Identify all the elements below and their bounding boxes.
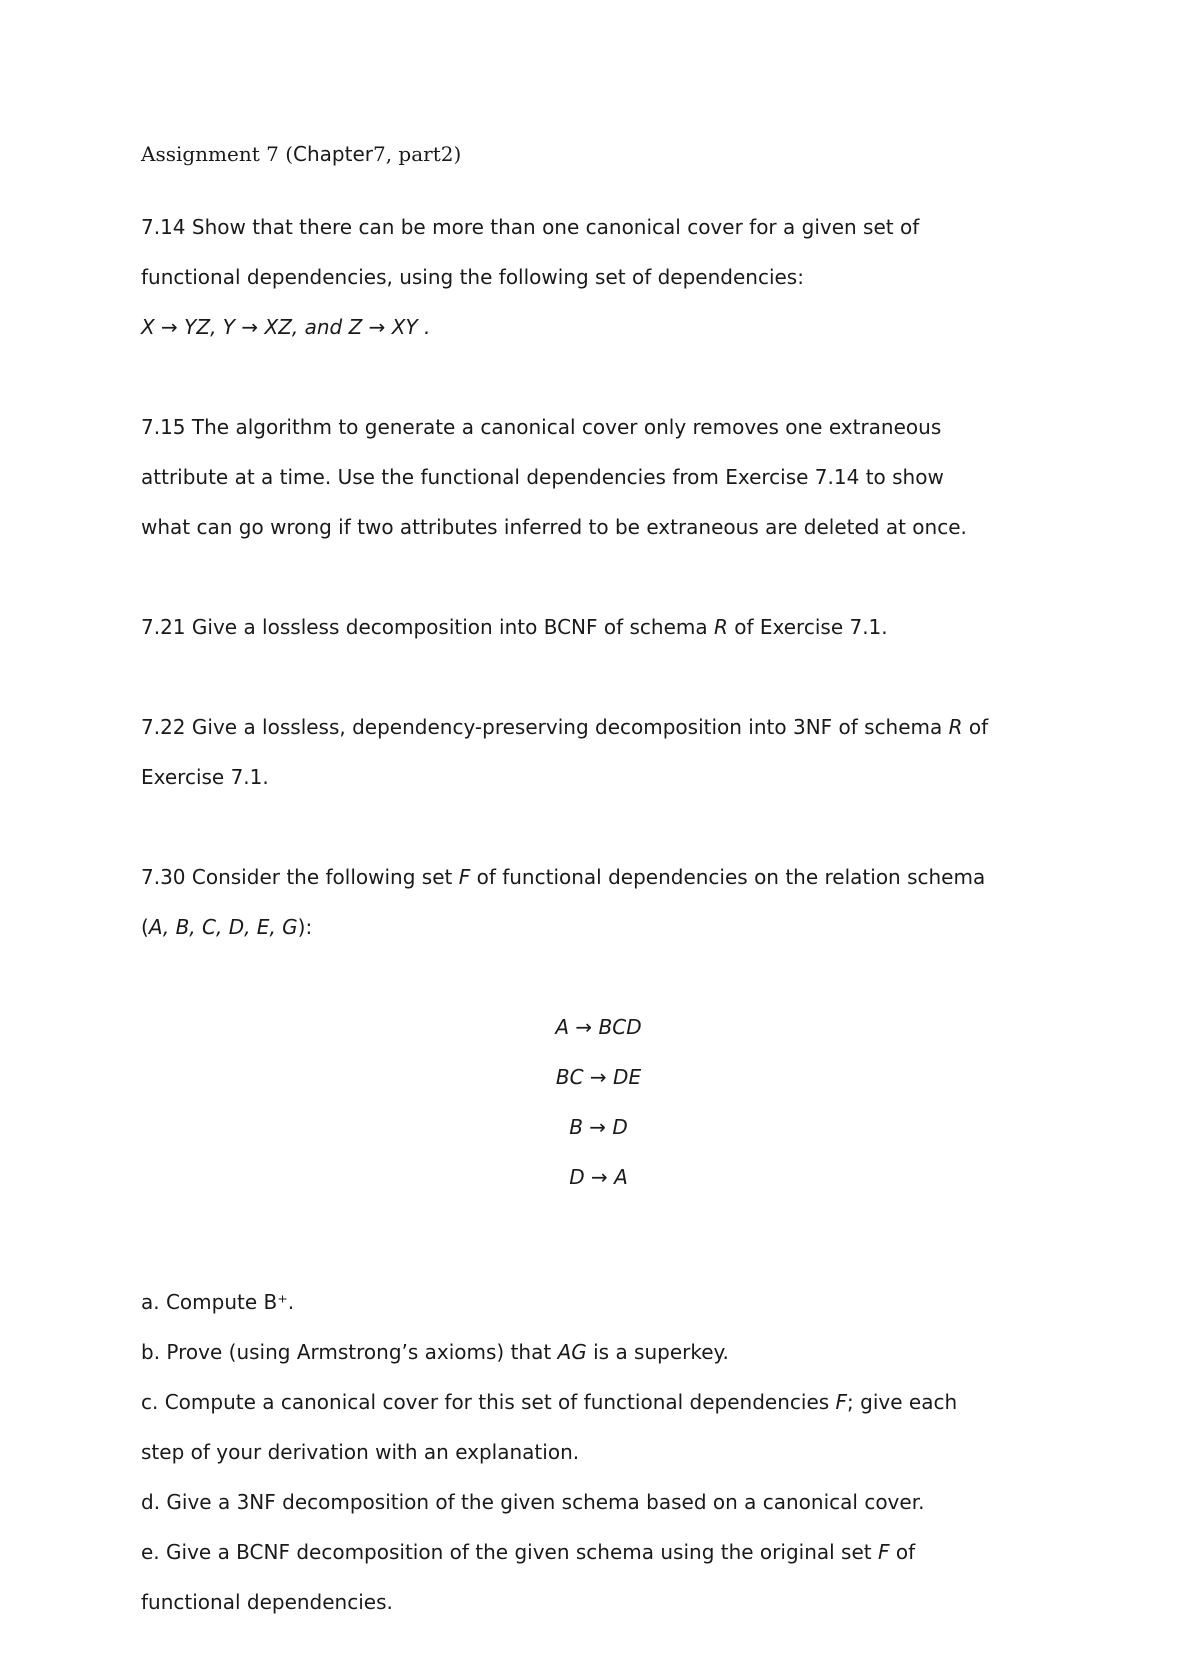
question-7-14-dependencies: X → YZ, Y → XZ, and Z → XY . [141, 315, 431, 339]
subpart-e-continued: functional dependencies. [141, 1590, 393, 1614]
question-7-15-line-2: attribute at a time. Use the functional dependencies from Exercise 7.14 to show [141, 465, 944, 489]
question-7-22: 7.22 Give a lossless, dependency-preserving decomposition into 3NF of schema R of Exercise 7.1. [141, 715, 989, 789]
fd-item: A → BCD [555, 1015, 642, 1039]
question-7-15-line-3: what can go wrong if two attributes inferred to be extraneous are deleted at once. [141, 515, 967, 539]
question-7-21: 7.21 Give a lossless decomposition into BCNF of schema R of Exercise 7.1. [141, 615, 888, 639]
question-7-15 [141, 390, 1071, 565]
subpart-b: b. Prove (using Armstrong’s axioms) that AG is a superkey. [141, 1340, 729, 1364]
document-page [141, 140, 1071, 1665]
subpart-e: e. Give a BCNF decomposition of the given schema using the original set F of [141, 1540, 916, 1564]
subpart-a: a. Compute B⁺. [141, 1290, 295, 1314]
question-7-30-subparts [141, 1265, 1071, 1640]
functional-dependencies-list [141, 990, 1056, 1215]
fd-item: B → D [569, 1115, 628, 1139]
question-7-14 [141, 190, 1071, 365]
question-7-14-line-2: functional dependencies, using the following set of dependencies: [141, 265, 804, 289]
question-7-30: 7.30 Consider the following set F of functional dependencies on the relation schema (A, B, C, D, E, G): A → BCD BC → DE B → D D → A a. Compute B⁺. b. Prove (using Armstrong’s axioms) that AG is a superkey. c. Compute a canonical cover for this set of functional dependencies F; give each step of your derivation with an explanation. d. Give a 3NF decomposition of the given schema based on a canonical cover. e. Give a BCNF decomposition of the given schema using the original set F of functional dependencies. [141, 840, 1071, 1665]
subpart-d: d. Give a 3NF decomposition of the given schema based on a canonical cover. [141, 1490, 925, 1514]
question-7-14-line-1: 7.14 Show that there can be more than one canonical cover for a given set of [141, 215, 920, 239]
fd-item: D → A [569, 1165, 628, 1189]
fd-item: BC → DE [555, 1065, 642, 1089]
question-7-15-line-1: 7.15 The algorithm to generate a canonical cover only removes one extraneous [141, 415, 942, 439]
subpart-c: c. Compute a canonical cover for this set of functional dependencies F; give each [141, 1390, 958, 1414]
assignment-title: Assignment 7 (Chapter7, part2) [141, 142, 462, 166]
subpart-c-continued: step of your derivation with an explanation. [141, 1440, 580, 1464]
